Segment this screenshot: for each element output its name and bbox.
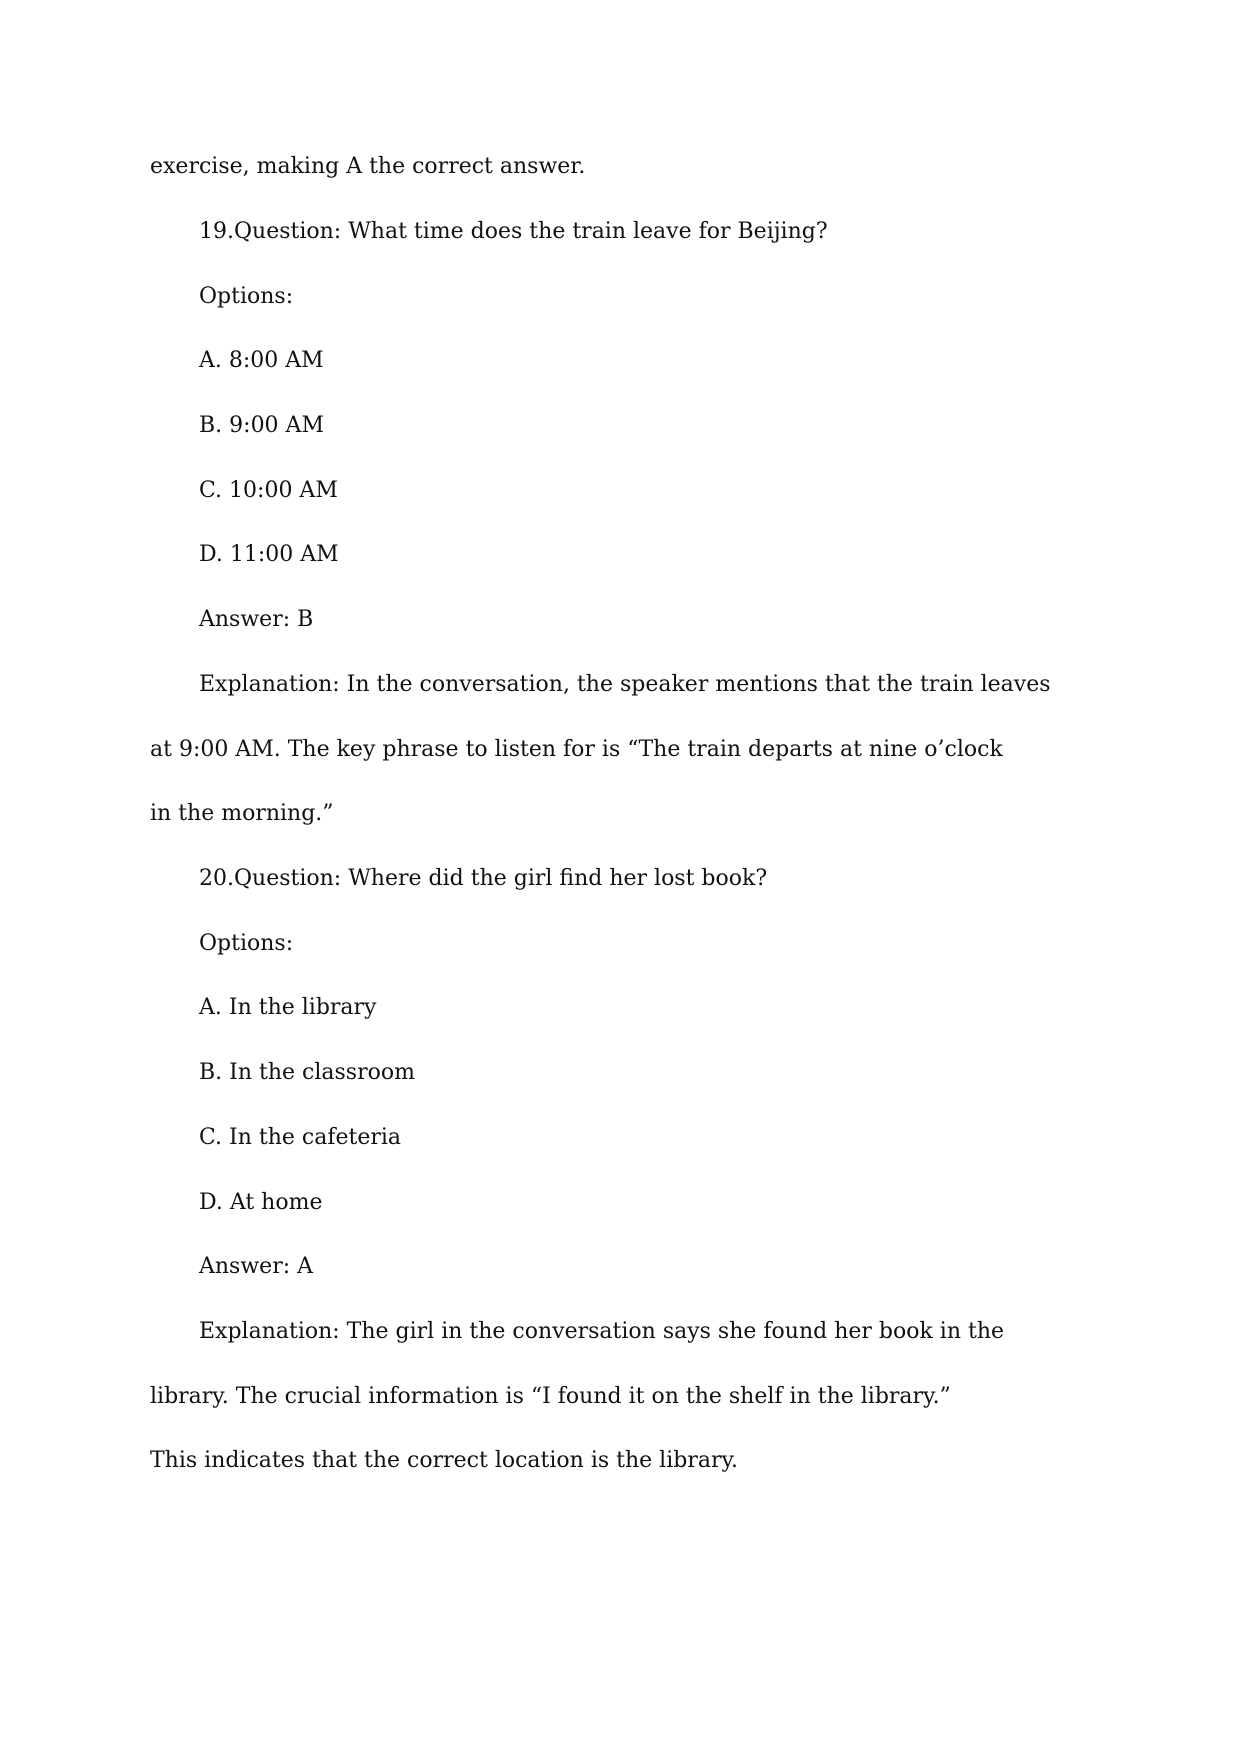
question-19-answer: Answer: B: [199, 607, 314, 632]
question-20-explanation-line-1: Explanation: The girl in the conversation says she found her book in the: [199, 1319, 1005, 1344]
question-20-explanation-line-2: library. The crucial information is “I found it on the shelf in the library.”: [150, 1384, 951, 1409]
question-19-option-a: A. 8:00 AM: [199, 348, 324, 373]
question-20-answer: Answer: A: [199, 1254, 314, 1279]
question-20-text: 20.Question: Where did the girl find her lost book?: [199, 866, 768, 891]
question-19-explanation-line-1: Explanation: In the conversation, the speaker mentions that the train leaves: [199, 672, 1051, 697]
question-19-explanation-line-3: in the morning.”: [150, 801, 334, 826]
question-19-explanation-line-2: at 9:00 AM. The key phrase to listen for is “The train departs at nine o’clock: [150, 737, 1003, 762]
question-19-option-c: C. 10:00 AM: [199, 478, 338, 503]
question-19-options-label: Options:: [199, 284, 294, 309]
question-20-option-c: C. In the cafeteria: [199, 1125, 402, 1150]
continuation-text: exercise, making A the correct answer.: [150, 154, 586, 179]
question-19-text: 19.Question: What time does the train leave for Beijing?: [199, 219, 828, 244]
question-19-option-b: B. 9:00 AM: [199, 413, 324, 438]
question-20-options-label: Options:: [199, 931, 294, 956]
question-20-explanation-line-3: This indicates that the correct location is the library.: [150, 1448, 738, 1473]
question-19-option-d: D. 11:00 AM: [199, 542, 339, 567]
question-20-option-a: A. In the library: [199, 995, 377, 1020]
question-20-option-b: B. In the classroom: [199, 1060, 415, 1085]
question-20-option-d: D. At home: [199, 1190, 323, 1215]
